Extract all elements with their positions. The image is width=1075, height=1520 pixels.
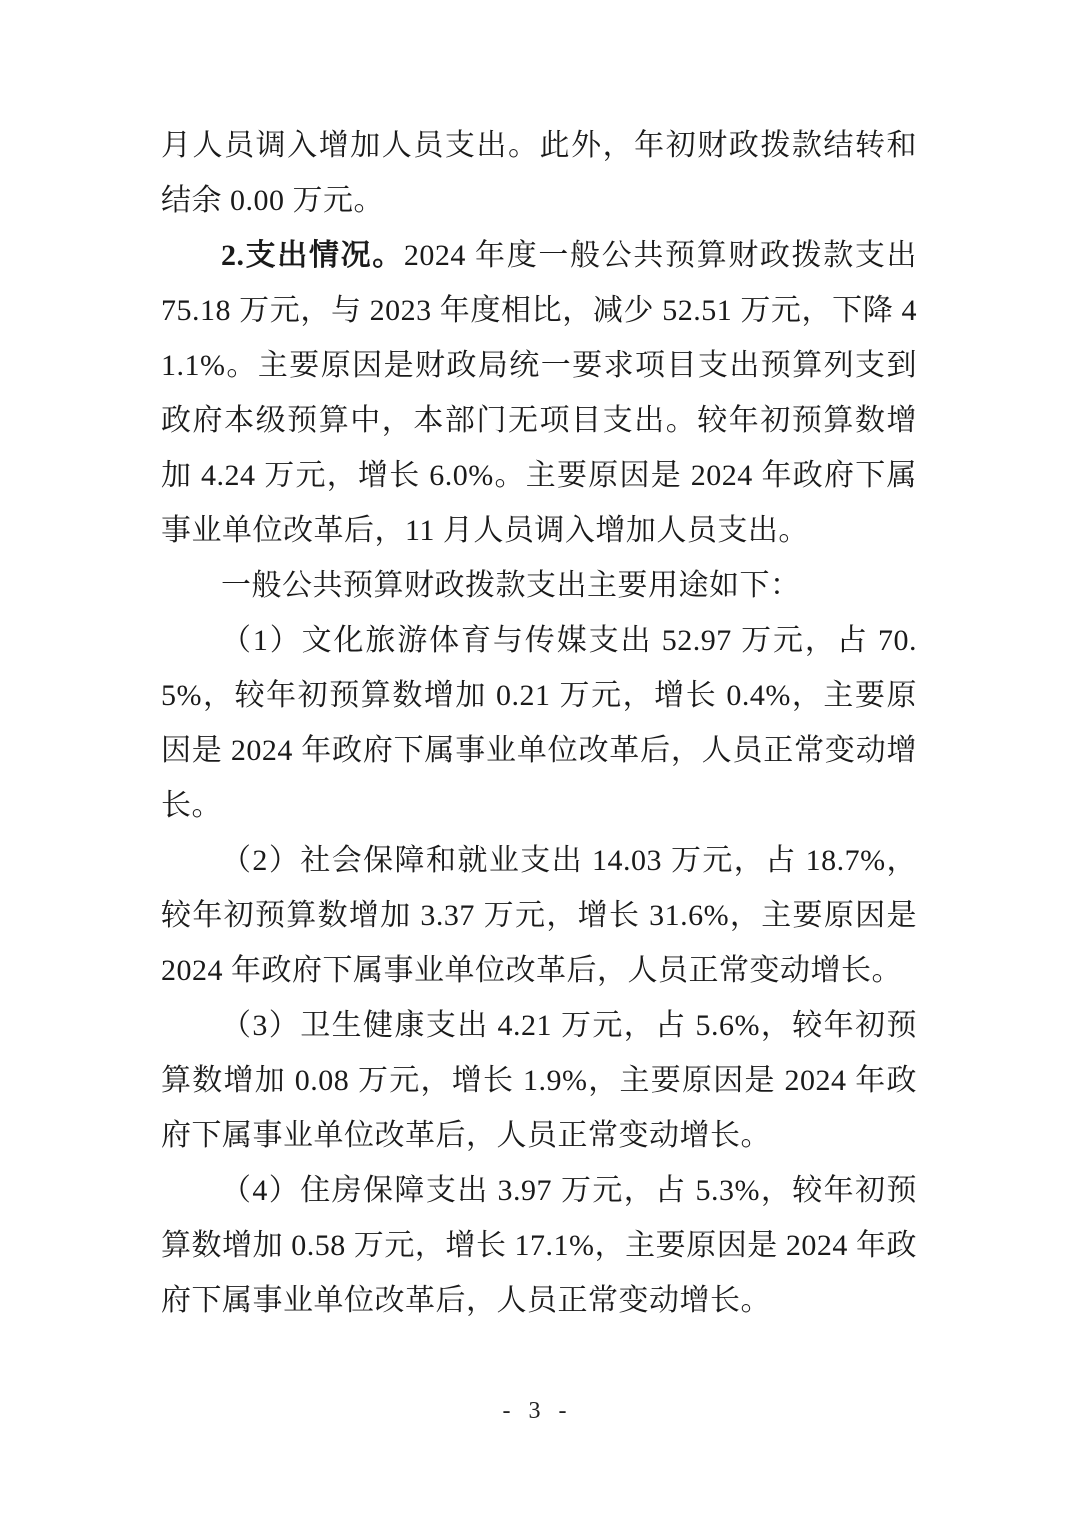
paragraph-expenditure-overview <box>161 228 917 558</box>
paragraph-expenditure-overview-text: 2024 年度一般公共预算财政拨款支出 75.18 万元，与 2023 年度相比，减少 52.51 万元，下降 41.1%。主要原因是财政局统一要求项目支出预算列支到政府本级预算中，本部门无项目支出。较年初预算数增加 4.24 万元，增长 6.0%。主要原因是 2024 年政府下属事业单位改革后，11 月人员调入增加人员支出。 <box>161 239 918 547</box>
page-number: - 3 - <box>502 1398 573 1424</box>
section-heading-runin: 2.支出情况。 <box>221 239 404 272</box>
paragraph-item-2-social-security: （2）社会保障和就业支出 14.03 万元，占 18.7%，较年初预算数增加 3.37 万元，增长 31.6%，主要原因是 2024 年政府下属事业单位改革后，人员正常变动增长。 <box>161 844 917 987</box>
paragraph-carryover: 月人员调入增加人员支出。此外，年初财政拨款结转和结余 0.00 万元。 <box>161 129 917 217</box>
paragraph-item-3-health: （3）卫生健康支出 4.21 万元，占 5.6%，较年初预算数增加 0.08 万元，增长 1.9%，主要原因是 2024 年政府下属事业单位改革后，人员正常变动增长。 <box>161 1009 917 1152</box>
document-body <box>161 118 917 1328</box>
paragraph-usage-intro: 一般公共预算财政拨款支出主要用途如下： <box>221 569 801 602</box>
paragraph-item-4-housing: （4）住房保障支出 3.97 万元，占 5.3%，较年初预算数增加 0.58 万元，增长 17.1%，主要原因是 2024 年政府下属事业单位改革后，人员正常变动增长。 <box>161 1174 917 1317</box>
paragraph-item-1-culture-tourism: （1）文化旅游体育与传媒支出 52.97 万元，占 70.5%，较年初预算数增加 0.21 万元，增长 0.4%，主要原因是 2024 年政府下属事业单位改革后，人员正常变动增长。 <box>161 624 917 822</box>
